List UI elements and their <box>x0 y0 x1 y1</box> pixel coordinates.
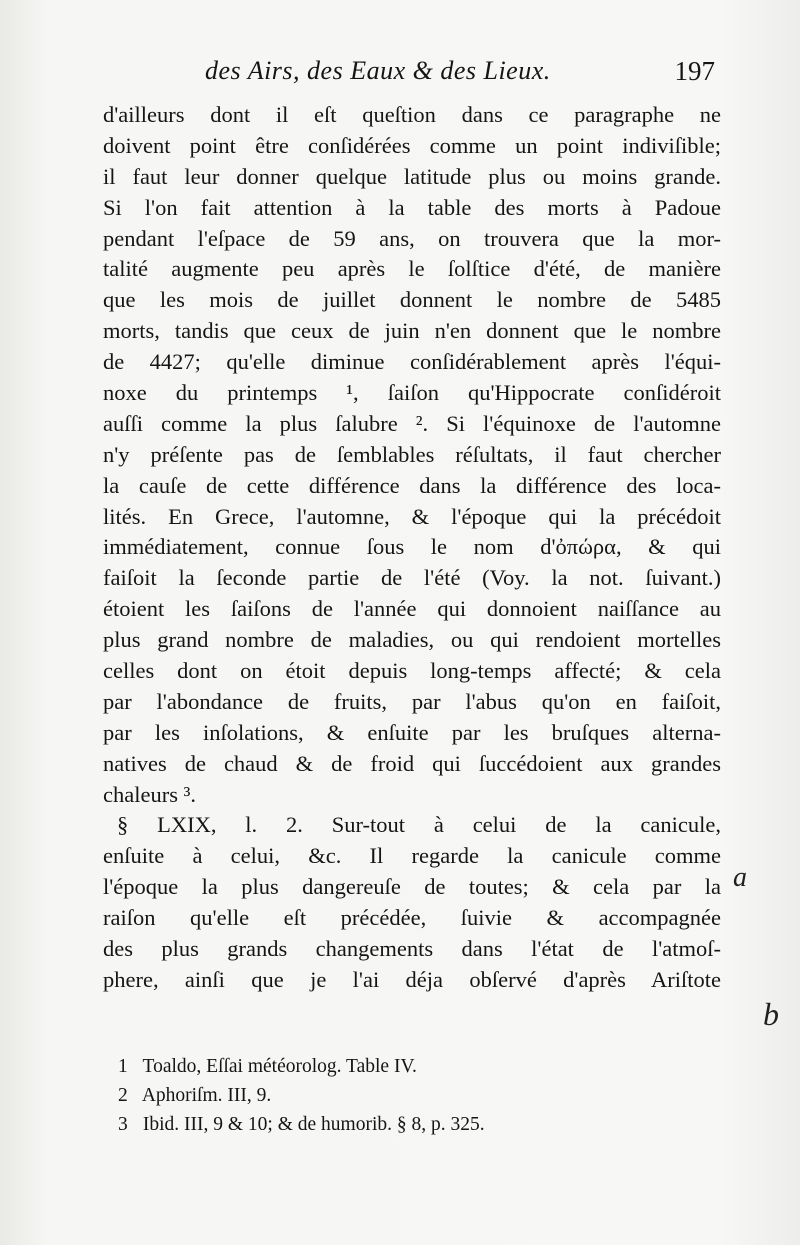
margin-note: a <box>733 862 747 893</box>
footnote-text: Toaldo, Eſſai météorolog. Table IV. <box>142 1056 417 1077</box>
footnote-mark: 2 <box>118 1085 128 1106</box>
text-line: par les inſolations, & enſuite par les bruſques alterna- <box>103 719 721 745</box>
running-head: des Airs, des Eaux & des Lieux. <box>205 56 551 85</box>
text-line: chaleurs ³. <box>103 781 196 807</box>
text-line: d'ailleurs dont il eſt queſtion dans ce paragraphe ne <box>103 102 721 127</box>
text-line: par l'abondance de fruits, par l'abus qu'on en faiſoit, <box>103 688 721 714</box>
text-line: celles dont on étoit depuis long-temps affecté; & cela <box>103 658 721 684</box>
text-line: étoient les ſaiſons de l'année qui donnoient naiſſance au <box>103 596 721 622</box>
text-line: auſſi comme la plus ſalubre ². Si l'équinoxe de l'automne <box>103 410 721 436</box>
text-line: que les mois de juillet donnent le nombre de 5485 <box>103 287 721 313</box>
text-line: morts, tandis que ceux de juin n'en donnent que le nombre <box>103 318 721 344</box>
text-line: phere, ainſi que je l'ai déja obſervé d'après Ariſtote <box>103 966 721 992</box>
text-line: raiſon qu'elle eſt précédée, ſuivie & accompagnée <box>103 905 721 931</box>
text-line: lités. En Grece, l'automne, & l'époque qui la précédoit <box>103 503 721 529</box>
footnote-text: Ibid. III, 9 & 10; & de humorib. § 8, p. 325. <box>142 1114 485 1135</box>
text-line: doivent point être conſidérées comme un point indiviſible; <box>103 132 721 158</box>
page-number: 197 <box>674 56 715 86</box>
footnote-mark: 1 <box>118 1056 128 1077</box>
footnotes <box>118 1052 638 1139</box>
footnote <box>118 1110 638 1139</box>
text-line: de 4427; qu'elle diminue conſidérablement après l'équi- <box>103 349 721 375</box>
text-line: natives de chaud & de froid qui ſuccédoient aux grandes <box>103 750 721 776</box>
footnote <box>118 1052 638 1081</box>
body-text <box>103 100 721 996</box>
text-line: noxe du printemps ¹, ſaiſon qu'Hippocrate conſidéroit <box>103 380 721 406</box>
page-header <box>205 56 715 96</box>
text-line: enſuite à celui, &c. Il regarde la canicule comme <box>103 843 721 869</box>
text-line: l'époque la plus dangereuſe de toutes; & cela par la <box>103 874 721 900</box>
text-line: plus grand nombre de maladies, ou qui rendoient mortelles <box>103 627 721 653</box>
text-line: immédiatement, connue ſous le nom d'ὀπώρα, & qui <box>103 534 721 560</box>
text-line: il faut leur donner quelque latitude plus ou moins grande. <box>103 163 721 189</box>
footnote-mark: 3 <box>118 1114 128 1135</box>
text-line: n'y préſente pas de ſemblables réſultats, il faut chercher <box>103 441 721 467</box>
margin-note: b <box>763 996 779 1032</box>
text-line: pendant l'eſpace de 59 ans, on trouvera que la mor- <box>103 225 721 251</box>
text-line: la cauſe de cette différence dans la différence des loca- <box>103 472 721 498</box>
text-line: talité augmente peu après le ſolſtice d'été, de manière <box>103 256 721 282</box>
footnote-text: Aphoriſm. III, 9. <box>141 1085 272 1106</box>
text-line: faiſoit la ſeconde partie de l'été (Voy. la not. ſuivant.) <box>103 565 721 591</box>
text-line: Si l'on fait attention à la table des morts à Padoue <box>103 194 721 220</box>
section-heading-line: § LXIX, l. 2. Sur-tout à celui de la canicule, <box>117 812 721 838</box>
footnote <box>118 1081 638 1110</box>
text-line: des plus grands changements dans l'état de l'atmoſ- <box>103 936 721 962</box>
